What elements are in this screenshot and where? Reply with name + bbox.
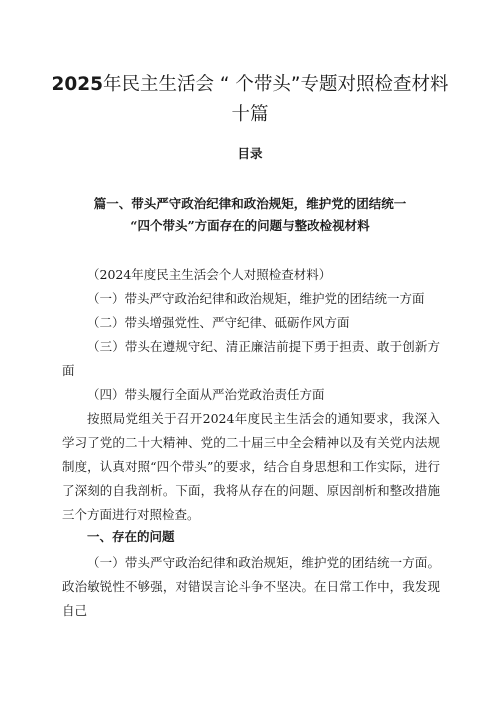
intro-paragraph: 按照局党组关于召开2024年度民主生活会的通知要求，我深入学习了党的二十大精神、党的二十届三中全会精神以及有关党内法规制度，认真对照“四个带头”的要求，结合自身思想和工作实际，进行了深刻的自我剖析。下面，我将从存在的问题、原因剖析和整改措施三个方面进行对照检查。 xyxy=(62,411,440,522)
section-title-line-2: “四个带头”方面存在的问题与整改检视材料 xyxy=(130,218,370,233)
problem-paragraph: （一）带头严守政治纪律和政治规矩，维护党的团结统一方面。政治敏锐性不够强，对错误言论斗争不坚决。在日常工作中，我发现自己 xyxy=(62,555,440,618)
heading-existing-problems: 一、存在的问题 xyxy=(87,529,175,544)
subtitle: （2024年度民主生活会个人对照检查材料） xyxy=(87,267,332,282)
list-item-2: （二）带头增强党性、严守纪律、砥砺作风方面 xyxy=(87,315,350,330)
document-title xyxy=(50,70,450,130)
list-item-4: （四）带头履行全面从严治党政治责任方面 xyxy=(87,387,325,402)
title-text: 年民主生活会 “ 个带头”专题对照检查材料十篇 xyxy=(103,74,449,125)
toc-heading: 目录 xyxy=(237,146,263,161)
title-year: 2025 xyxy=(51,74,104,95)
list-item-1: （一）带头严守政治纪律和政治规矩，维护党的团结统一方面 xyxy=(87,291,425,306)
section-title-line-1: 篇一、带头严守政治纪律和政治规矩，维护党的团结统一 xyxy=(93,196,407,211)
list-item-3: （三）带头在遵规守纪、清正廉洁前提下勇于担责、敢于创新方面 xyxy=(62,339,440,378)
